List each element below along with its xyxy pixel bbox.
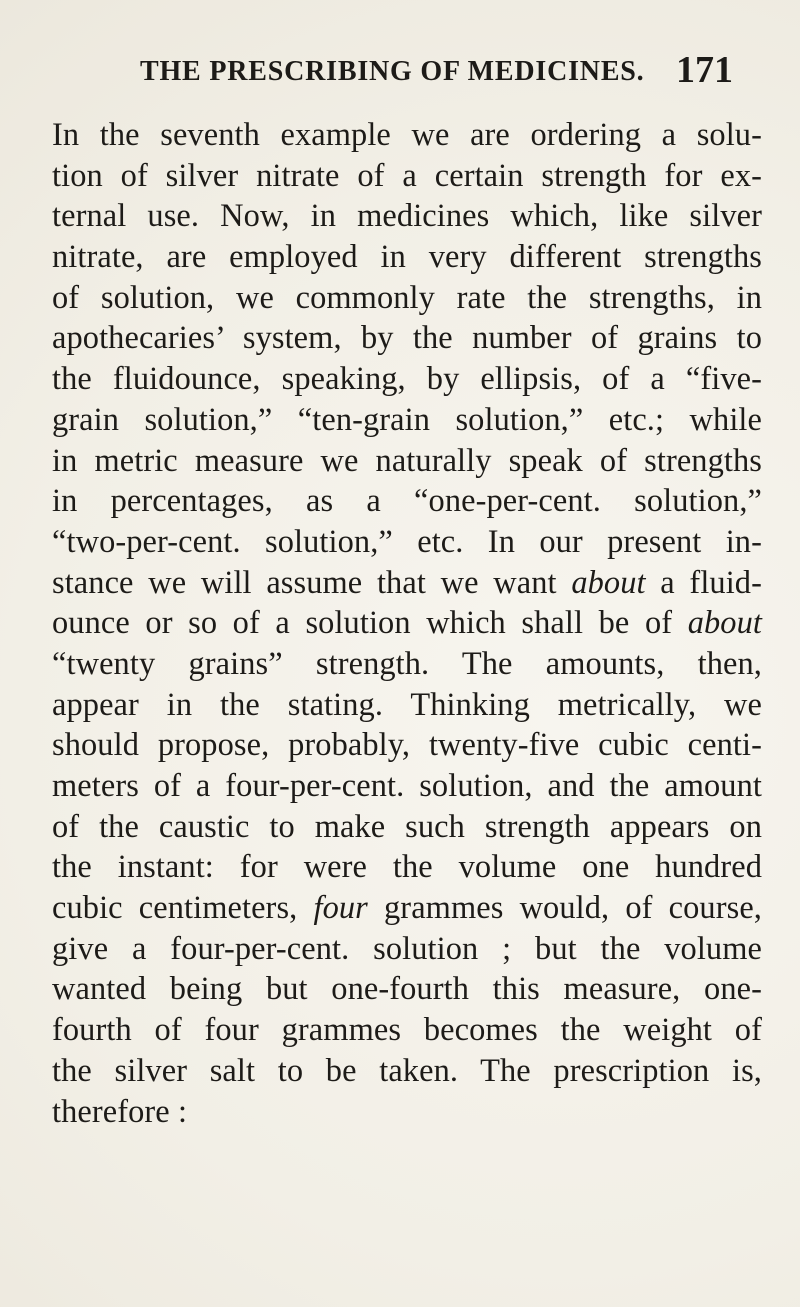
text-line-20-italic: four [313, 890, 368, 927]
running-head [0, 49, 800, 96]
text-line-13 [52, 603, 762, 644]
text-line-13-italic: about [687, 605, 762, 642]
text-line-19: the instant: for were the volume one hundred [52, 849, 762, 886]
text-line-6: apothecaries’ system, by the number of grains to [52, 320, 762, 357]
text-line-25: therefore : [52, 1093, 188, 1130]
text-line-9: in metric measure we naturally speak of strengths [52, 442, 762, 479]
text-line-17: meters of a four-per-cent. solution, and the amount [52, 768, 762, 804]
text-line-24: the silver salt to be taken. The prescription is, [52, 1052, 762, 1089]
running-head-title: THE PRESCRIBING OF MEDICINES. [140, 56, 645, 87]
text-line-11: “two-per-cent. solution,” etc. In our present in- [52, 523, 762, 560]
text-line-20-before: cubic centimeters, [52, 890, 314, 927]
text-line-7: the fluidounce, speaking, by ellipsis, of a “five- [52, 361, 762, 398]
text-line-3: ternal use. Now, in medicines which, like silver [52, 198, 762, 235]
text-line-22: wanted being but one-fourth this measure, one- [52, 971, 762, 1008]
text-line-18: of the caustic to make such strength appears on [52, 808, 762, 845]
text-line-14: “twenty grains” strength. The amounts, then, [52, 645, 762, 682]
page-number: 171 [676, 49, 733, 91]
body-paragraph [52, 115, 762, 1132]
text-line-16: should propose, probably, twenty-five cubic centi- [52, 727, 762, 764]
text-line-12-after: a fluid- [645, 564, 762, 601]
text-line-20 [52, 888, 762, 929]
text-line-1: In the seventh example we are ordering a solu- [52, 117, 762, 153]
text-line-2: tion of silver nitrate of a certain strength for ex- [52, 157, 762, 194]
text-line-13-before: ounce or so of a solution which shall be of [52, 605, 688, 642]
text-line-5: of solution, we commonly rate the strengths, in [52, 279, 762, 316]
text-line-15: appear in the stating. Thinking metrically, we [52, 686, 762, 723]
text-line-10: in percentages, as a “one-per-cent. solution,” [52, 483, 762, 520]
text-line-4: nitrate, are employed in very different strengths [52, 239, 762, 276]
text-line-21: give a four-per-cent. solution ; but the volume [52, 930, 762, 967]
text-line-8: grain solution,” “ten-grain solution,” etc.; while [52, 401, 762, 438]
text-line-12-italic: about [571, 564, 646, 601]
text-line-12 [52, 563, 762, 604]
text-line-20-after: grammes would, of course, [367, 890, 762, 927]
text-line-23: fourth of four grammes becomes the weight of [52, 1012, 762, 1049]
text-line-12-before: stance we will assume that we want [52, 564, 572, 601]
